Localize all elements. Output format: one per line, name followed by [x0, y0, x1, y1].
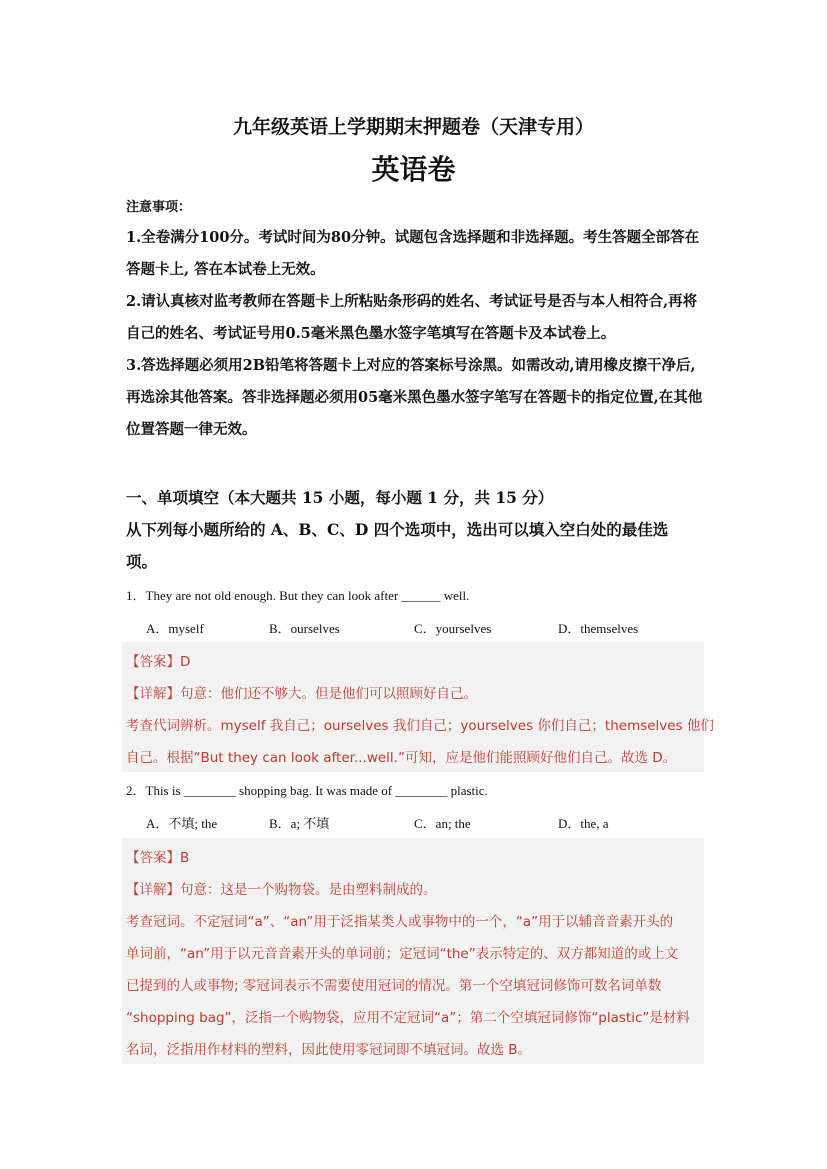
section-instruction: 从下列每小题所给的 A、B、C、D 四个选项中，选出可以填入空白处的最佳选 [126, 520, 669, 539]
notice-line: 自己的姓名、考试证号用0.5毫米黑色墨水签字笔填写在答题卡及本试卷上。 [126, 325, 616, 342]
question-1-option-c: C．yourselves [414, 621, 492, 636]
notice-line: 2.请认真核对监考教师在答题卡上所粘贴条形码的姓名、考试证号是否与本人相符合,再将 [126, 293, 698, 310]
question-2-option-c: C．an; the [414, 816, 471, 831]
detail-label: 【详解】 [126, 882, 180, 898]
detail-line: 自己。根据“But they can look after...well.”可知，应是他们能照顾好他们自己。故选 D。 [126, 750, 677, 766]
question-2-stem: 2．This is ________ shopping bag. It was made of ________ plastic. [126, 783, 488, 798]
question-1-option-a: A．myself [146, 621, 204, 636]
detail-line: 名词，泛指用作材料的塑料，因此使用零冠词即不填冠词。故选 B。 [126, 1042, 532, 1058]
notice-block [126, 222, 710, 446]
detail-line: “shopping bag”，泛指一个购物袋，应用不定冠词“a”；第二个空填冠词修饰“plastic”是材料 [126, 1010, 690, 1026]
question-1-option-d: D．themselves [558, 621, 639, 636]
detail-line: 单词前，“an”用于以元音音素开头的单词前；定冠词“the”表示特定的、双方都知道的或上文 [126, 946, 679, 962]
answer-value: D [180, 654, 191, 670]
answer-label: 【答案】 [126, 654, 180, 670]
question-2-option-d: D．the, a [558, 816, 609, 831]
notice-line: 答题卡上, 答在本试卷上无效。 [126, 261, 325, 278]
question-2-option-b: B．a; 不填 [269, 816, 330, 831]
question-2-answer-box [122, 838, 704, 1064]
detail-text: 句意：这是一个购物袋。是由塑料制成的。 [180, 882, 437, 898]
page-title: 九年级英语上学期期末押题卷（天津专用） [232, 116, 594, 138]
notice-line: 再选涂其他答案。答非选择题必须用05毫米黑色墨水签字笔写在答题卡的指定位置,在其他 [126, 389, 703, 406]
detail-line: 已提到的人或事物; 零冠词表示不需要使用冠词的情况。第一个空填冠词修饰可数名词单数 [126, 978, 662, 994]
detail-line: 考查代词辨析。myself 我自己；ourselves 我们自己；yourselves 你们自己；themselves 他们 [126, 718, 714, 734]
question-1-option-b: B．ourselves [269, 621, 340, 636]
detail-label: 【详解】 [126, 686, 180, 702]
question-1-answer [126, 650, 190, 670]
answer-label: 【答案】 [126, 850, 180, 866]
detail-line: 考查冠词。不定冠词“a”、“an”用于泛指某类人或事物中的一个，“a”用于以辅音音素开头的 [126, 914, 674, 930]
question-2-option-a: A．不填; the [146, 816, 218, 831]
section-heading: 一、单项填空（本大题共 15 小题，每小题 1 分，共 15 分） [126, 488, 554, 507]
answer-value: B [180, 850, 190, 866]
question-2-answer [126, 846, 189, 866]
question-2-detail [126, 878, 437, 898]
page-subtitle: 英语卷 [371, 153, 456, 186]
notice-line: 3.答选择题必须用2B铅笔将答题卡上对应的答案标号涂黑。如需改动,请用橡皮擦干净后, [126, 357, 696, 374]
notice-line: 1.全卷满分100分。考试时间为80分钟。试题包含选择题和非选择题。考生答题全部答在 [126, 229, 700, 246]
notice-line: 位置答题一律无效。 [126, 421, 257, 438]
question-1-stem: 1．They are not old enough. But they can look after ______ well. [126, 588, 470, 603]
notice-heading: 注意事项： [126, 200, 192, 215]
detail-text: 句意：他们还不够大。但是他们可以照顾好自己。 [180, 686, 477, 702]
question-1-answer-box [122, 642, 714, 772]
question-1-detail [126, 682, 477, 702]
section-instruction-cont: 项。 [126, 552, 158, 571]
